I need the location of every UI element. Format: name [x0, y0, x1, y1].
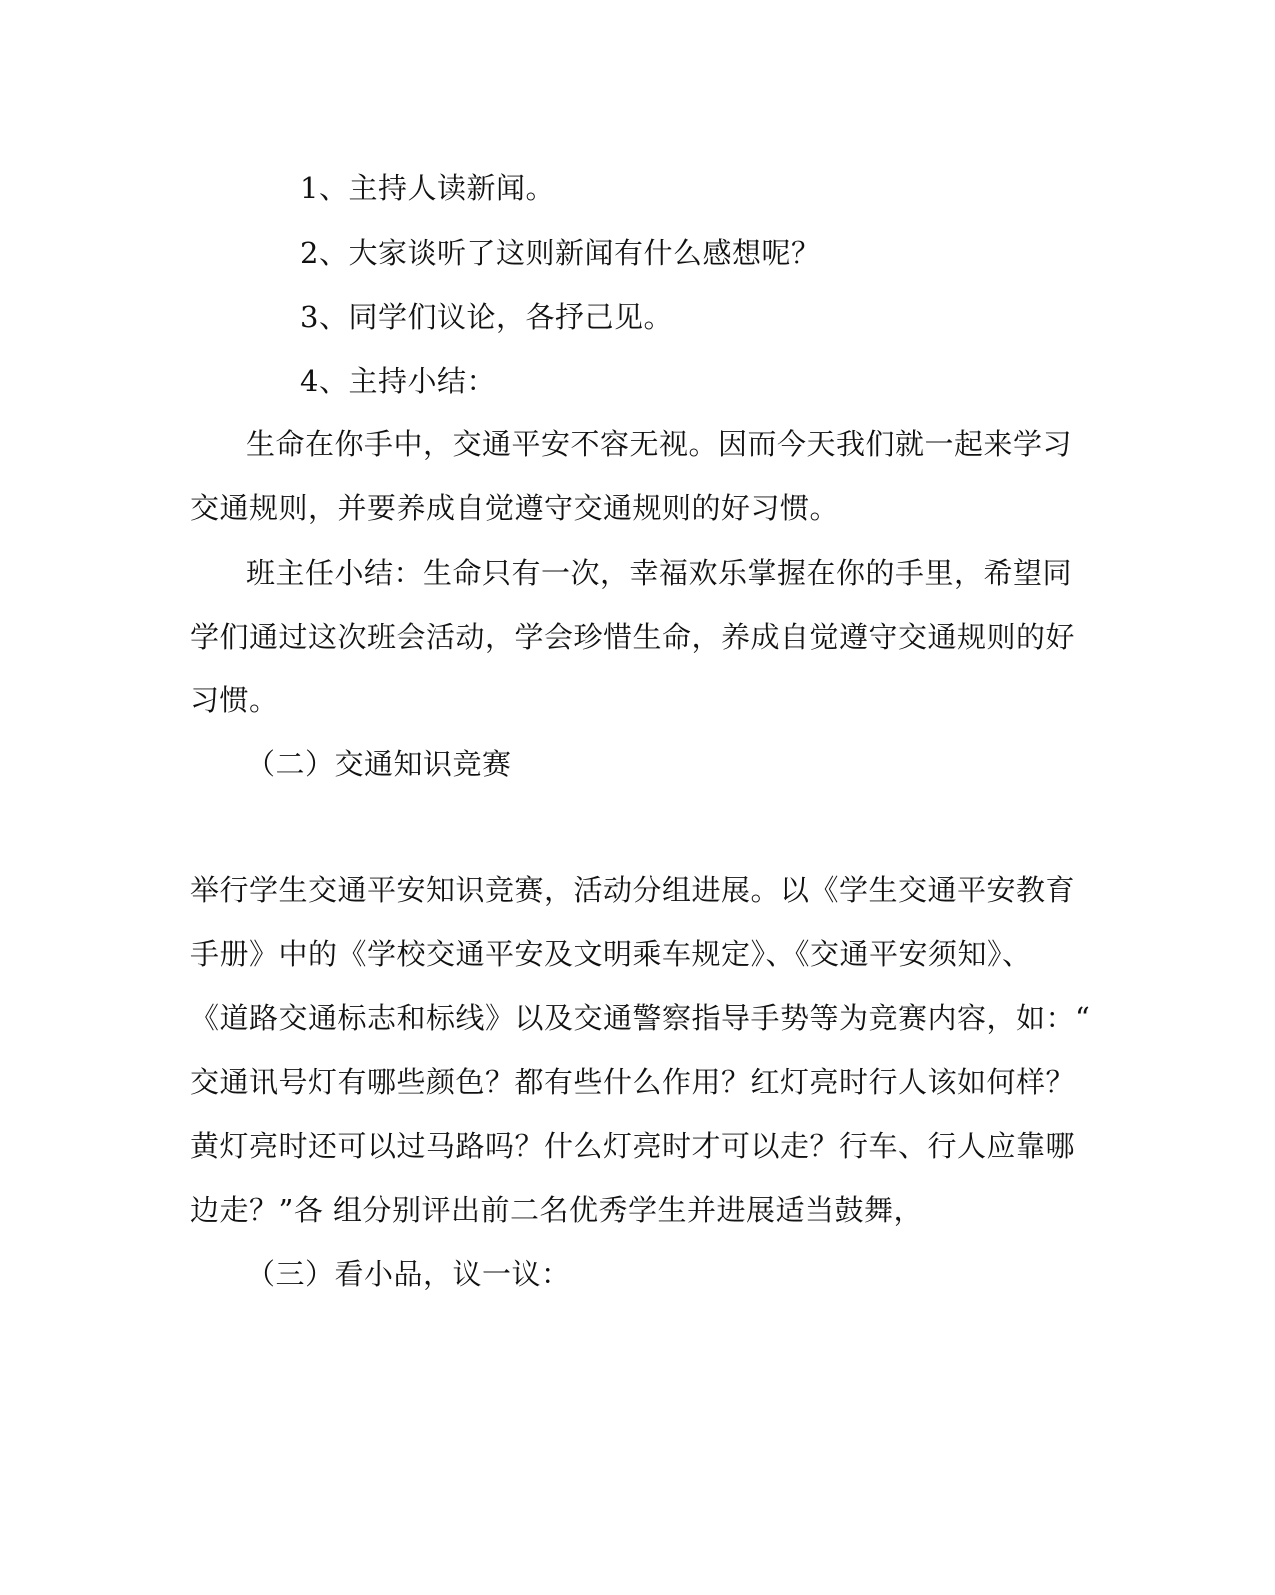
list-item: 3、同学们议论，各抒己见。	[300, 300, 673, 334]
paragraph-line: 交通规则，并要养成自觉遵守交通规则的好习惯。	[190, 491, 840, 525]
section-heading: （二）交通知识竞赛	[246, 747, 512, 781]
paragraph-line: 手册》中的《学校交通平安及文明乘车规定》、《交通平安须知》、	[190, 937, 1032, 971]
paragraph-line: 边走？”各 组分别评出前二名优秀学生并进展适当鼓舞，	[190, 1193, 924, 1227]
paragraph-line: 交通讯号灯有哪些颜色？都有些什么作用？红灯亮时行人该如何样？	[190, 1065, 1076, 1099]
list-item: 1、主持人读新闻。	[300, 171, 555, 205]
paragraph-line: 生命在你手中，交通平安不容无视。因而今天我们就一起来学习	[246, 427, 1073, 461]
paragraph-line: 黄灯亮时还可以过马路吗？什么灯亮时才可以走？行车、行人应靠哪	[190, 1129, 1076, 1163]
list-item: 2、大家谈听了这则新闻有什么感想呢？	[300, 236, 821, 270]
list-item: 4、主持小结：	[300, 364, 496, 398]
paragraph-line: 《道路交通标志和标线》以及交通警察指导手势等为竞赛内容，如：“	[190, 1001, 1091, 1035]
paragraph-line: 习惯。	[190, 683, 279, 717]
paragraph-line: 举行学生交通平安知识竞赛，活动分组进展。以《学生交通平安教育	[190, 873, 1076, 907]
paragraph-line: 班主任小结：生命只有一次，幸福欢乐掌握在你的手里，希望同	[246, 556, 1073, 590]
section-heading: （三）看小品，议一议：	[246, 1257, 571, 1291]
paragraph-line: 学们通过这次班会活动，学会珍惜生命，养成自觉遵守交通规则的好	[190, 620, 1076, 654]
